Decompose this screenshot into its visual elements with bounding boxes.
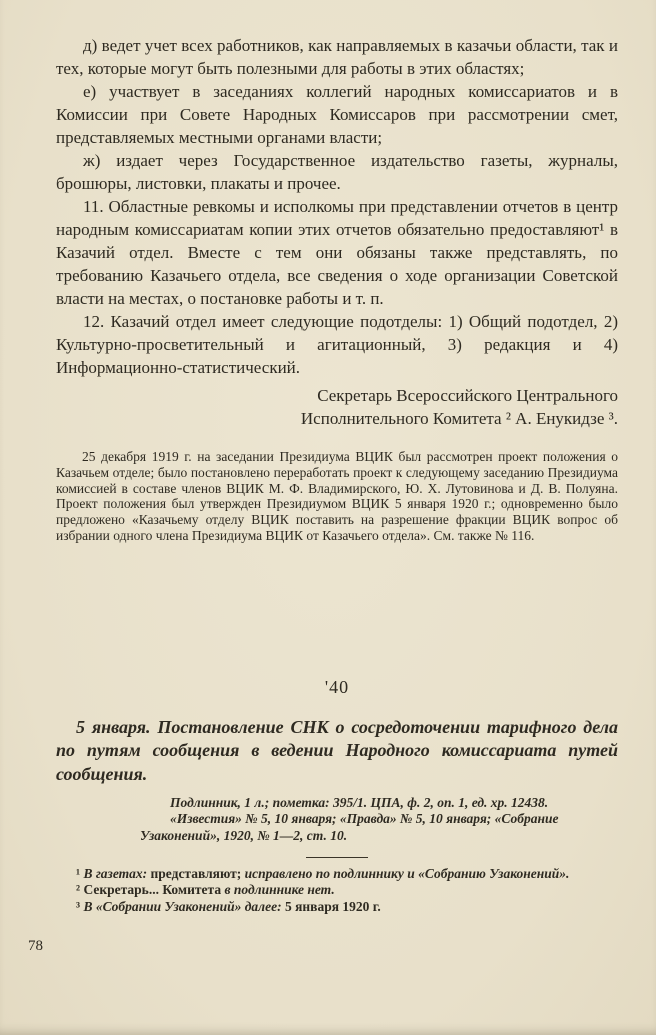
- footnote-2: [56, 882, 618, 899]
- footnote-1-variant: представляют;: [150, 865, 242, 881]
- main-text-block: [56, 34, 618, 379]
- document-number: '40: [324, 676, 350, 697]
- footnote-2-text: Секретарь... Комитета: [83, 882, 222, 898]
- paragraph-point-12: 12. Казачий отдел имеет следующие подотделы: 1) Общий подотдел, 2) Культурно-просветительный и агитационный, 3) редакция и 4) Информационно-статистический.: [56, 312, 618, 377]
- document-heading: 5 января. Постановление СНК о сосредоточении тарифного дела по путям сообщения в ведении Народного комиссариата путей сообщения.: [56, 716, 618, 784]
- paragraph-item-d: д) ведет учет всех работников, как направляемых в казачьи области, так и тех, которые могут быть полезными для работы в этих областях;: [56, 36, 618, 78]
- footnotes-block: [56, 866, 618, 916]
- footnote-3-date: 5 января 1920 г.: [284, 898, 381, 914]
- footnote-1-note: исправлено по подлиннику и «Собранию Узаконений».: [244, 865, 570, 881]
- paragraph-item-zh: ж) издает через Государственное издательство газеты, журналы, брошюры, листовки, плакаты и прочее.: [56, 151, 618, 193]
- footnote-3: [56, 899, 618, 916]
- signature-line-1: Секретарь Всероссийского Центрального: [317, 386, 618, 405]
- page-number: 78: [28, 938, 43, 954]
- signature-line-2: Исполнительного Комитета ² А. Енукидзе ³.: [300, 409, 618, 428]
- footnote-3-text: В «Собрании Узаконений» далее:: [83, 898, 282, 914]
- source-reference-block: [140, 795, 618, 844]
- footnote-2-marker: ²: [76, 882, 81, 898]
- paragraph-point-11: 11. Областные ревкомы и исполкомы при представлении отчетов в центр народным комиссариатам копии этих отчетов обязательно предоставляют¹ в Казачий отдел. Вместе с тем они обязаны также представлять, по требованию Казачьего отдела, все сведения о ходе организации Советской власти на местах, о постановке работы и т. п.: [56, 197, 618, 308]
- source-line-publications: «Известия» № 5, 10 января; «Правда» № 5, 10 января; «Собрание Узаконений», 1920, № 1—2, ст. 10.: [140, 811, 559, 843]
- footnote-3-marker: ³: [76, 898, 81, 914]
- source-line-archive: Подлинник, 1 л.; пометка: 395/1. ЦПА, ф. 2, оп. 1, ед. хр. 12438.: [170, 795, 549, 811]
- editorial-note: 25 декабря 1919 г. на заседании Президиума ВЦИК был рассмотрен проект положения о Казачьем отделе; было постановлено переработать проект к следующему заседанию Президиума комиссией в составе членов ВЦИК М. Ф. Владимирского, Ю. Х. Лутовинова и Д. В. Полуяна. Проект положения был утвержден Президиумом ВЦИК 5 января 1920 г.; одновременно было предложено «Казачьему отделу ВЦИК поставить на разрешение фракции ВЦИК вопрос об избрании одного члена Президиума ВЦИК от Казачьего отдела». См. также № 116.: [56, 449, 618, 543]
- paragraph-item-e: е) участвует в заседаниях коллегий народных комиссариатов и в Комиссии при Совете Народных Комиссаров при рассмотрении смет, представляемых местными органами власти;: [56, 82, 618, 147]
- footnote-1-marker: ¹: [76, 865, 81, 881]
- footnote-2-note: в подлиннике нет.: [224, 882, 335, 898]
- footnote-1-text: В газетах:: [83, 865, 148, 881]
- signature-block: [56, 384, 618, 430]
- footnote-separator: [306, 857, 368, 858]
- footnote-1: [56, 866, 618, 883]
